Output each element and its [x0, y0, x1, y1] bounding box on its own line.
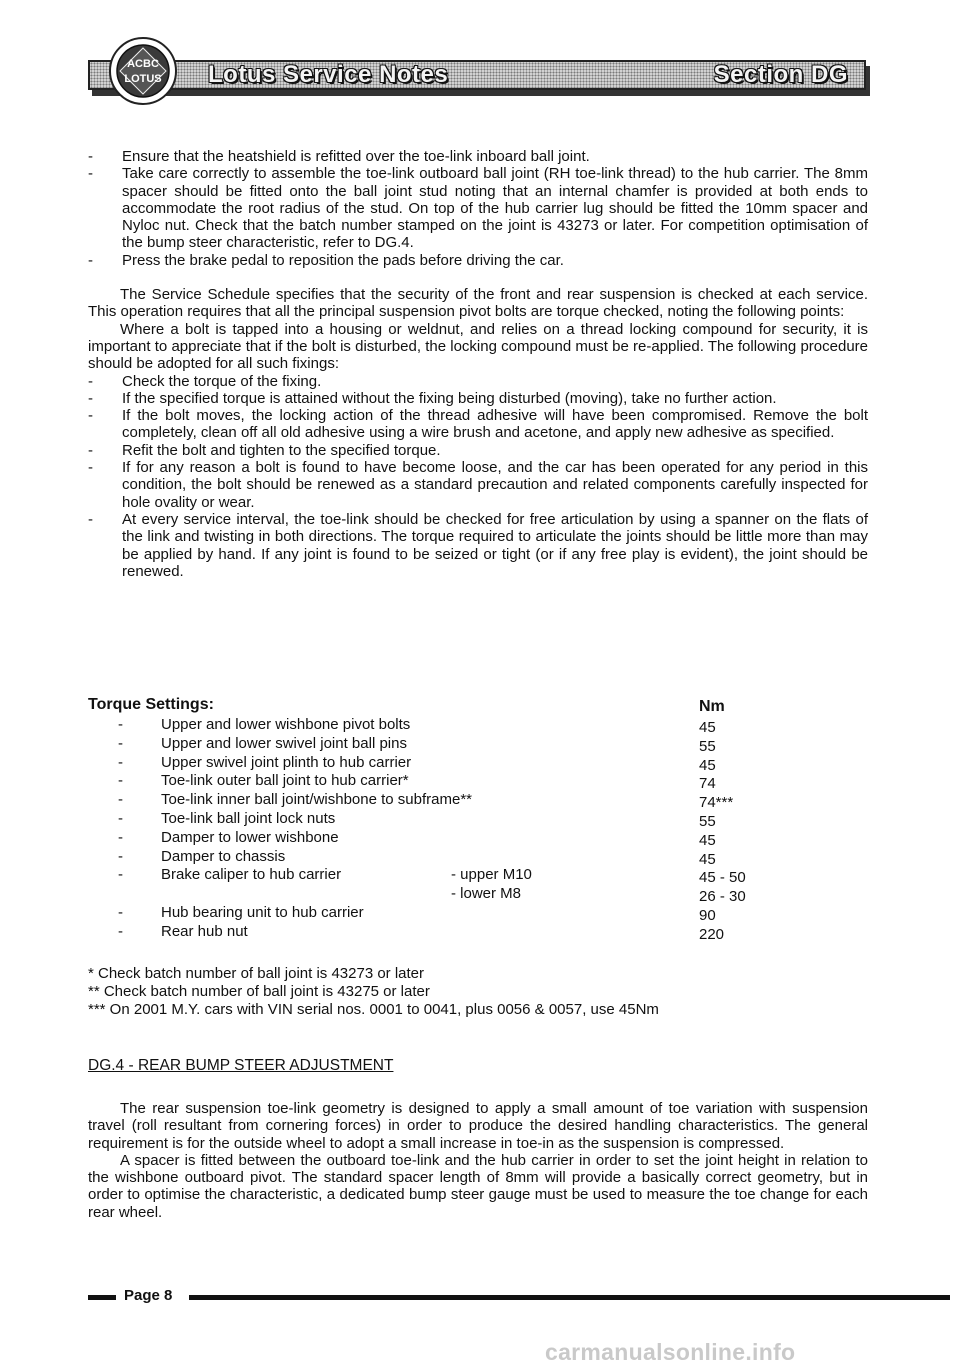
torque-row-value: 26 - 30	[699, 888, 746, 906]
bullet-toe-link-assembly: - Take care correctly to assemble the toe-link outboard ball joint (RH toe-link thread) to the hub carrier. The 8mm spacer should be fitted onto the ball joint stud noting that an internal chamfer is provided at both ends to accommodate the root radius of the stud. On top of the hub carrier lug should be fitted the 10mm spacer and Nyloc nut. Check that the batch number stamped on the joint is 43273 or later. For competition optimisation of the bump steer characteristic, refer to DG.4.	[88, 165, 868, 251]
torque-row	[88, 754, 868, 773]
footer-rule-left	[88, 1295, 116, 1300]
bullet-brake-pedal: - Press the brake pedal to reposition the pads before driving the car.	[88, 252, 868, 269]
torque-row-dash: -	[118, 903, 123, 921]
bullet-bolt-loose: - If for any reason a bolt is found to have become loose, and the car has been operated for any period in this condition, the bolt should be renewed as a standard precaution and related components carefully inspected for hole ovality or wear.	[88, 459, 868, 511]
main-content	[88, 148, 868, 580]
torque-row-value: 74	[699, 775, 716, 793]
torque-row	[88, 848, 868, 867]
bullet-refit-bolt: - Refit the bolt and tighten to the specified torque.	[88, 442, 868, 459]
footnote-double-star: ** Check batch number of ball joint is 43275 or later	[88, 983, 430, 1000]
footnote-single-star: * Check batch number of ball joint is 43273 or later	[88, 965, 425, 982]
torque-row-dash: -	[118, 753, 123, 771]
footnotes	[88, 965, 659, 1019]
bullet-bolt-moves: - If the bolt moves, the locking action of the thread adhesive will have been compromised. Remove the bolt completely, clean off all old adhesive using a wire brush and acetone, and apply new adhesive as specified.	[88, 407, 868, 442]
torque-row-dash: -	[118, 716, 123, 733]
torque-title: Torque Settings:	[88, 696, 214, 713]
torque-row-dash: -	[118, 828, 123, 846]
page-footer	[88, 1287, 868, 1307]
torque-row-description: Upper swivel joint plinth to hub carrier	[161, 753, 412, 771]
paragraph-service-schedule: The Service Schedule specifies that the security of the front and rear suspension is checked at each service. This operation requires that all the principal suspension pivot bolts are torque checked, noting the following points:	[88, 286, 868, 321]
bullet-heatshield: - Ensure that the heatshield is refitted over the toe-link inboard ball joint.	[88, 148, 868, 165]
torque-row-dash: -	[118, 866, 123, 884]
page-header	[88, 52, 866, 94]
footnote-triple-star: *** On 2001 M.Y. cars with VIN serial nos. 0001 to 0041, plus 0056 & 0057, use 45Nm	[88, 1001, 659, 1018]
torque-row-dash: -	[118, 772, 123, 790]
torque-row-value: 74***	[699, 794, 734, 812]
paragraph-bolt-procedure: Where a bolt is tapped into a housing or weldnut, and relies on a thread locking compound for security, it is important to appreciate that if the bolt is disturbed, the locking compound must be re-applied. The following procedure should be adopted for all such fixings:	[88, 320, 868, 373]
torque-row-dash: -	[118, 922, 123, 940]
section-heading: DG.4 - REAR BUMP STEER ADJUSTMENT	[88, 1057, 394, 1074]
torque-row-description: Toe-link outer ball joint to hub carrier*	[161, 772, 409, 790]
paragraph-spacer: A spacer is fitted between the outboard toe-link and the hub carrier in order to set the joint height in relation to the wishbone outboard pivot. The standard spacer length of 8mm will provide a basically correct geometry, but in order to optimise the characteristic, a dedicated bump steer gauge must be used to measure the toe change for each rear wheel.	[88, 1151, 868, 1221]
paragraph-toe-link-geometry: The rear suspension toe-link geometry is designed to apply a small amount of toe variation with suspension travel (roll resultant from cornering forces) in order to produce the desired handling characteristics. The general requirement is for the outside wheel to adopt a small increase in toe-in as the suspension is compressed.	[88, 1100, 868, 1152]
torque-row-value: 45 - 50	[699, 869, 746, 887]
torque-row-description: Toe-link ball joint lock nuts	[161, 809, 336, 827]
torque-row	[88, 885, 868, 904]
torque-row-value: 45	[699, 719, 716, 736]
torque-row	[88, 791, 868, 810]
torque-row-description: Upper and lower wishbone pivot bolts	[161, 716, 411, 733]
torque-row-value: 220	[699, 925, 725, 943]
torque-row-value: 45	[699, 756, 716, 774]
torque-row-description: Damper to lower wishbone	[161, 828, 339, 846]
watermark: carmanualsonline.info	[545, 1339, 796, 1365]
torque-row-value: 55	[699, 737, 716, 755]
torque-row	[88, 904, 868, 923]
torque-row-value: 45	[699, 850, 716, 868]
bullet-service-interval: - At every service interval, the toe-link should be checked for free articulation by using a spanner on the flats of the link and twisting in both directions. The torque required to articulate the joints should be little more than may be applied by hand. If any joint is found to be seized or tight (or if any free play is evident), the joint should be renewed.	[88, 511, 868, 580]
bullet-torque-attained: - If the specified torque is attained without the fixing being disturbed (moving), take no further action.	[88, 390, 868, 407]
torque-header	[88, 696, 868, 716]
torque-row-description: Hub bearing unit to hub carrier	[161, 903, 364, 921]
torque-row-value: 45	[699, 831, 716, 849]
torque-row-dash: -	[118, 809, 123, 827]
torque-row	[88, 923, 868, 942]
rear-bump-steer-text	[88, 1100, 868, 1221]
torque-row-fixing: - lower M8	[451, 885, 522, 903]
page-number: Page 8	[124, 1287, 173, 1304]
torque-row	[88, 716, 868, 735]
torque-row-dash: -	[118, 734, 123, 752]
torque-row-description: Toe-link inner ball joint/wishbone to subframe**	[161, 791, 473, 809]
torque-row-description: Upper and lower swivel joint ball pins	[161, 734, 407, 752]
logo-monogram: ACBC	[127, 58, 159, 70]
torque-row-description: Brake caliper to hub carrier	[161, 866, 342, 884]
torque-row	[88, 735, 868, 754]
torque-row-description: Rear hub nut	[161, 922, 248, 940]
bullet-check-torque: - Check the torque of the fixing.	[88, 373, 868, 390]
torque-row	[88, 810, 868, 829]
torque-row-dash: -	[118, 791, 123, 809]
torque-row	[88, 772, 868, 791]
torque-row-value: 90	[699, 906, 716, 924]
torque-settings-table	[88, 696, 868, 942]
torque-unit: Nm	[699, 698, 725, 715]
lotus-logo-icon	[108, 36, 178, 106]
torque-row-description: Damper to chassis	[161, 847, 286, 865]
torque-row-dash: -	[118, 847, 123, 865]
header-title: Lotus Service Notes	[208, 61, 449, 88]
footer-rule-right	[189, 1295, 950, 1300]
torque-row	[88, 829, 868, 848]
torque-row-value: 55	[699, 812, 716, 830]
header-section: Section DG	[713, 61, 848, 88]
torque-row-fixing: - upper M10	[451, 866, 532, 884]
logo-wordmark: LOTUS	[124, 73, 162, 85]
torque-row	[88, 866, 868, 885]
